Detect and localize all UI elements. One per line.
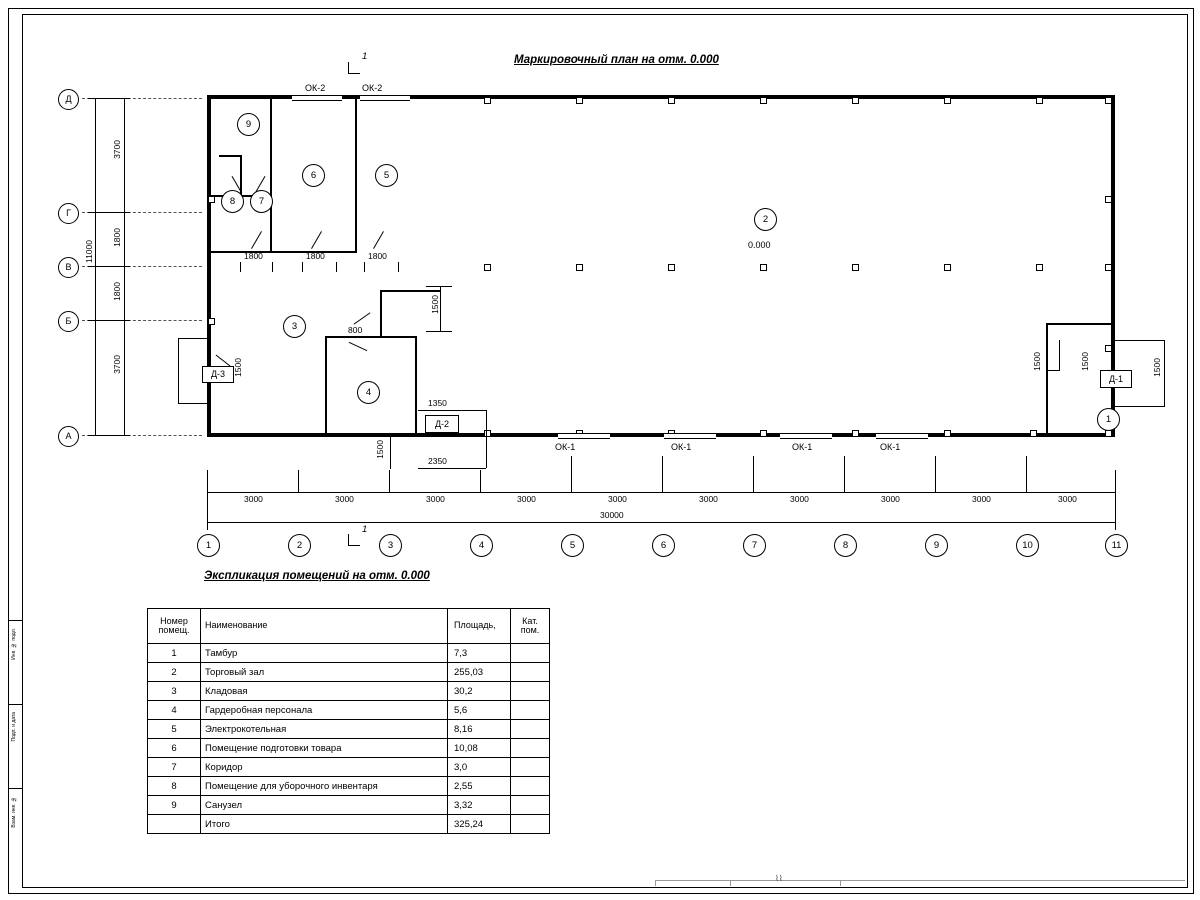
cell-category	[511, 701, 550, 720]
cell-area: 3,32	[448, 796, 511, 815]
dim-door-5: 1500	[233, 358, 243, 377]
partition-h-6	[1046, 323, 1113, 325]
axis-bubble-D: Д	[58, 89, 79, 110]
header-area: Площадь,	[448, 609, 511, 644]
cell-name: Тамбур	[201, 644, 448, 663]
dim-bottom-9: 3000	[1058, 494, 1077, 504]
room-marker-5: 5	[375, 164, 398, 187]
table-row	[148, 758, 550, 777]
table-row	[148, 777, 550, 796]
cell-category	[511, 777, 550, 796]
cell-category	[511, 815, 550, 834]
dim-left-2: 1800	[112, 282, 122, 301]
cell-number: 1	[148, 644, 201, 663]
dim-overall: 30000	[600, 510, 624, 520]
table-row	[148, 682, 550, 701]
table-row	[148, 796, 550, 815]
axis-bubble-5: 5	[561, 534, 584, 557]
cell-category	[511, 796, 550, 815]
wall-top	[207, 95, 1115, 99]
partition-v-2	[355, 95, 357, 253]
dim-door-0: 1800	[244, 251, 263, 261]
dim-bottom-3: 3000	[517, 494, 536, 504]
cell-area: 7,3	[448, 644, 511, 663]
cell-name: Электрокотельная	[201, 720, 448, 739]
cell-area: 325,24	[448, 815, 511, 834]
window-label-bottom-0: ОК-1	[555, 442, 576, 452]
room-marker-3: 3	[283, 315, 306, 338]
partition-h-4	[325, 336, 417, 338]
axis-bubble-3: 3	[379, 534, 402, 557]
axis-bubble-9: 9	[925, 534, 948, 557]
axis-bubble-1: 1	[197, 534, 220, 557]
cell-name: Помещение для уборочного инвентаря	[201, 777, 448, 796]
dim-door-10: 1500	[1080, 352, 1090, 371]
window-label-top-1: ОК-2	[362, 83, 383, 93]
dim-door-9: 1500	[1032, 352, 1042, 371]
cell-name: Гардеробная персонала	[201, 701, 448, 720]
window-label-top-0: ОК-2	[305, 83, 326, 93]
dim-bottom-8: 3000	[972, 494, 991, 504]
dim-door-2: 1800	[368, 251, 387, 261]
cell-number: 3	[148, 682, 201, 701]
cell-name: Торговый зал	[201, 663, 448, 682]
window-label-bottom-2: ОК-1	[792, 442, 813, 452]
stamp-label-0: Инв. № подл.	[11, 628, 17, 660]
room-marker-4: 4	[357, 381, 380, 404]
dim-door-7: 1500	[375, 440, 385, 459]
cell-area: 8,16	[448, 720, 511, 739]
table-row	[148, 739, 550, 758]
door-tag-D2: Д-2	[425, 415, 459, 433]
dim-bottom-0: 3000	[244, 494, 263, 504]
table-header-row	[148, 609, 550, 644]
plan-title: Маркировочный план на отм. 0.000	[514, 54, 719, 66]
axis-bubble-B: Б	[58, 311, 79, 332]
dim-left-0: 3700	[112, 140, 122, 159]
cell-area: 10,08	[448, 739, 511, 758]
dim-line-bottom	[207, 492, 1115, 493]
table-row-total	[148, 815, 550, 834]
cell-name: Кладовая	[201, 682, 448, 701]
level-mark-hall: 0.000	[748, 240, 771, 250]
table-title: Экспликация помещений на отм. 0.000	[204, 570, 430, 582]
partition-v-7	[1046, 323, 1048, 435]
axis-bubble-11: 11	[1105, 534, 1128, 557]
title-block-fragment	[655, 880, 1185, 881]
door-tag-D3: Д-3	[202, 366, 234, 383]
dim-left-1: 1800	[112, 228, 122, 247]
signature-scrawl: ⌇⌇	[775, 874, 783, 883]
partition-v-4	[325, 336, 327, 435]
table-row	[148, 644, 550, 663]
axis-bubble-10: 10	[1016, 534, 1039, 557]
axis-bubble-6: 6	[652, 534, 675, 557]
cell-name: Помещение подготовки товара	[201, 739, 448, 758]
cell-number: 4	[148, 701, 201, 720]
room-marker-1: 1	[1097, 408, 1120, 431]
axis-bubble-8: 8	[834, 534, 857, 557]
cell-number: 7	[148, 758, 201, 777]
room-marker-8: 8	[221, 190, 244, 213]
cell-name: Санузел	[201, 796, 448, 815]
header-number: Номер помещ.	[148, 609, 201, 644]
partition-h-5	[380, 290, 440, 292]
room-marker-6: 6	[302, 164, 325, 187]
cell-category	[511, 663, 550, 682]
dim-bottom-7: 3000	[881, 494, 900, 504]
section-mark-bottom: 1	[362, 524, 368, 535]
cell-number: 6	[148, 739, 201, 758]
partition-v-1	[270, 95, 272, 253]
cell-category	[511, 682, 550, 701]
dim-door-3: 1500	[430, 295, 440, 314]
dim-bottom-2: 3000	[426, 494, 445, 504]
cell-number: 8	[148, 777, 201, 796]
room-schedule-table	[147, 608, 550, 834]
cell-name: Итого	[201, 815, 448, 834]
partition-v-5	[415, 336, 417, 435]
room-marker-9: 9	[237, 113, 260, 136]
door-tag-D1: Д-1	[1100, 370, 1132, 388]
room-marker-7: 7	[250, 190, 273, 213]
axis-bubble-4: 4	[470, 534, 493, 557]
header-category: Кат. пом.	[511, 609, 550, 644]
table-row	[148, 663, 550, 682]
cell-area: 2,55	[448, 777, 511, 796]
dim-door-4: 800	[348, 325, 363, 335]
axis-bubble-A: А	[58, 426, 79, 447]
dim-bottom-4: 3000	[608, 494, 627, 504]
cell-area: 30,2	[448, 682, 511, 701]
table-row	[148, 720, 550, 739]
wall-bottom	[207, 433, 1115, 437]
cell-number: 9	[148, 796, 201, 815]
dim-door-8: 2350	[428, 456, 447, 466]
axis-bubble-7: 7	[743, 534, 766, 557]
axis-bubble-V: В	[58, 257, 79, 278]
dim-line-bottom-overall	[207, 522, 1115, 523]
dim-bottom-5: 3000	[699, 494, 718, 504]
cell-number: 2	[148, 663, 201, 682]
header-name: Наименование	[201, 609, 448, 644]
wall-left	[207, 95, 211, 437]
cell-area: 255,03	[448, 663, 511, 682]
partition-h-3	[219, 155, 242, 157]
dim-left-3: 3700	[112, 355, 122, 374]
partition-h-1	[211, 251, 357, 253]
stamp-label-2: Взам. инв. №	[11, 796, 17, 828]
dim-bottom-1: 3000	[335, 494, 354, 504]
cell-category	[511, 739, 550, 758]
dim-bottom-6: 3000	[790, 494, 809, 504]
stamp-label-1: Подп. и дата	[11, 712, 17, 742]
axis-bubble-2: 2	[288, 534, 311, 557]
axis-bubble-G: Г	[58, 203, 79, 224]
cell-number: 5	[148, 720, 201, 739]
cell-category	[511, 758, 550, 777]
room-marker-2: 2	[754, 208, 777, 231]
cell-number	[148, 815, 201, 834]
cell-area: 3,0	[448, 758, 511, 777]
window-label-bottom-3: ОК-1	[880, 442, 901, 452]
cell-name: Коридор	[201, 758, 448, 777]
table-row	[148, 701, 550, 720]
dim-door-1: 1800	[306, 251, 325, 261]
dim-door-11: 1500	[1152, 358, 1162, 377]
window-label-bottom-1: ОК-1	[671, 442, 692, 452]
dim-door-6: 1350	[428, 398, 447, 408]
cell-category	[511, 644, 550, 663]
cell-category	[511, 720, 550, 739]
dim-left-overall: 11000	[84, 240, 94, 264]
section-mark-top: 1	[362, 51, 368, 62]
cell-area: 5,6	[448, 701, 511, 720]
partition-v-6	[380, 290, 382, 336]
